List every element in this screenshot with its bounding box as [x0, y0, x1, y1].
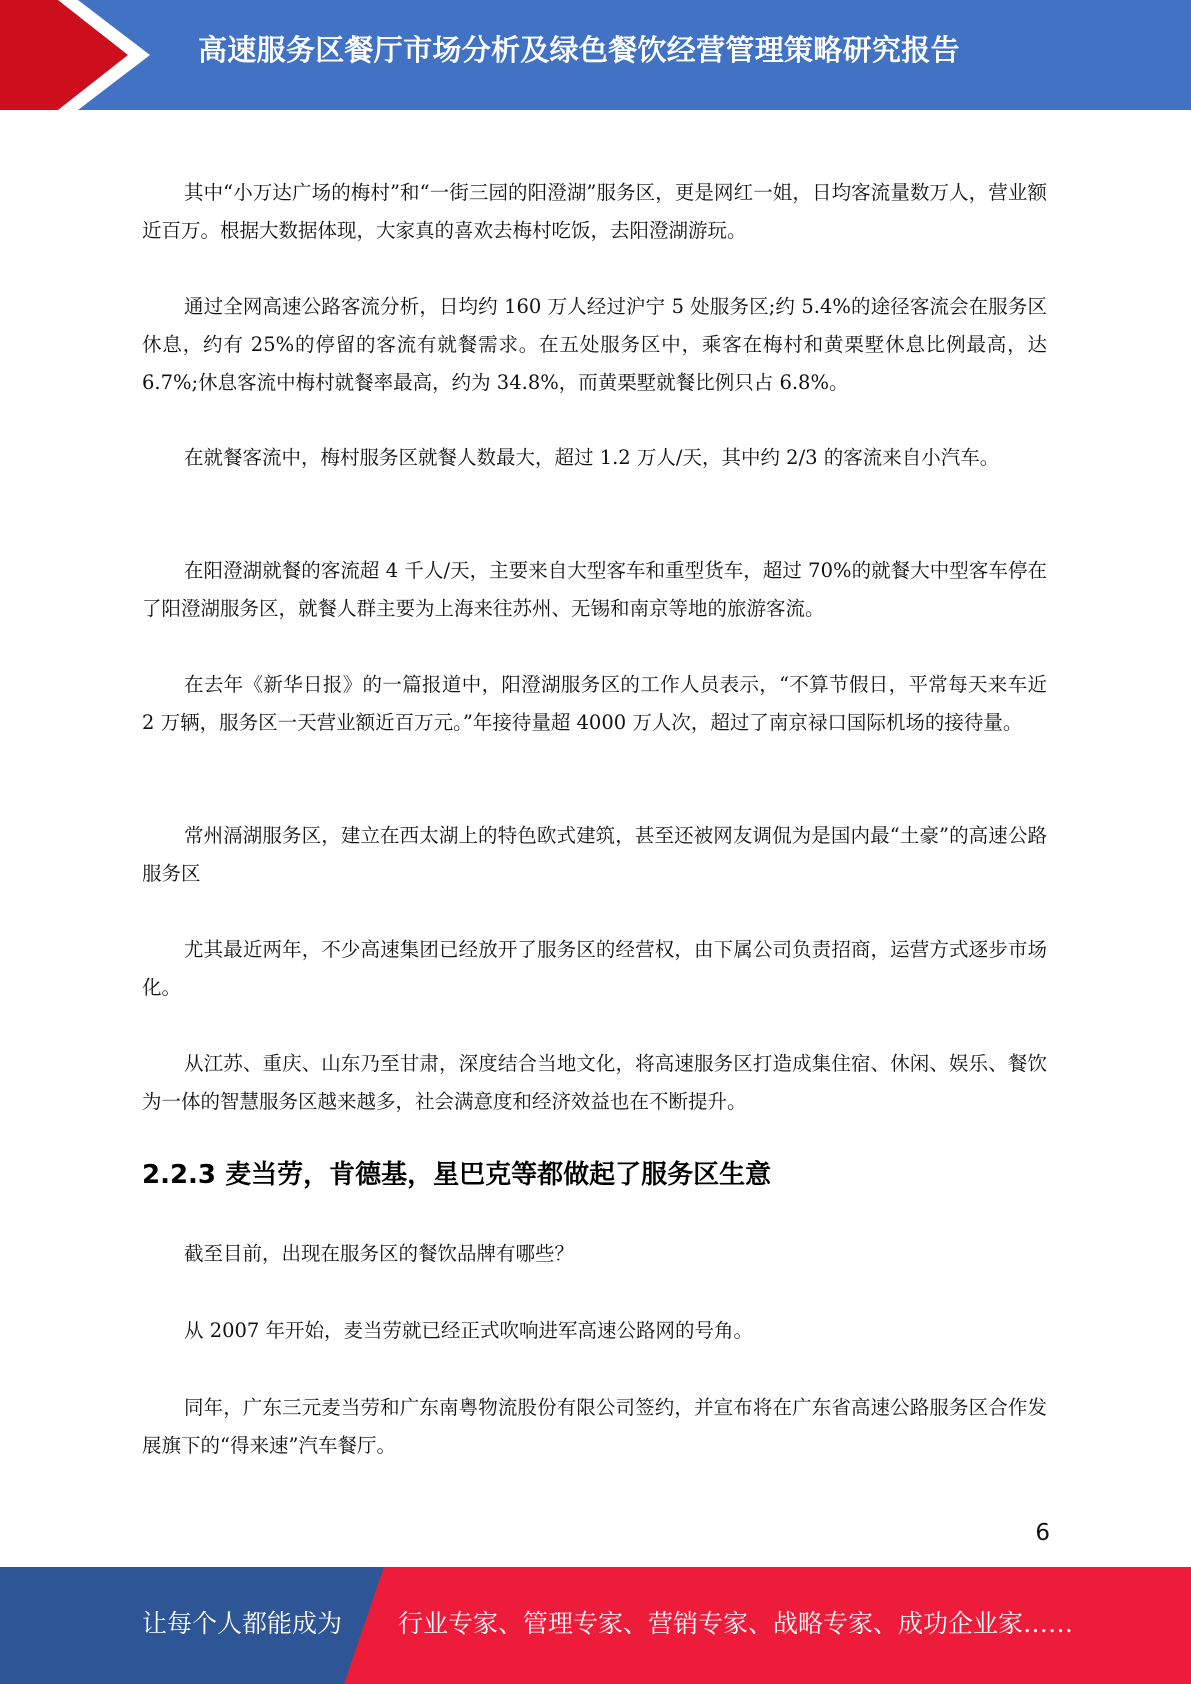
section-heading: 2.2.3 麦当劳，肯德基，星巴克等都做起了服务区生意	[142, 1160, 772, 1190]
page-footer	[0, 1567, 1191, 1684]
paragraph: 同年，广东三元麦当劳和广东南粤物流股份有限公司签约，并宣布将在广东省高速公路服务区合作发展旗下的“得来速”汽车餐厅。	[142, 1396, 1047, 1457]
paragraph: 截至目前，出现在服务区的餐饮品牌有哪些？	[184, 1242, 575, 1265]
footer-slogan-left: 让每个人都能成为	[142, 1609, 343, 1638]
document-title: 高速服务区餐厅市场分析及绿色餐饮经营管理策略研究报告	[198, 33, 960, 67]
paragraph: 通过全网高速公路客流分析，日均约 160 万人经过沪宁 5 处服务区;约 5.4%的途径客流会在服务区休息，约有 25%的停留的客流有就餐需求。在五处服务区中，乘客在梅村和黄栗墅休息比例最高，达 6.7%;休息客流中梅村就餐率最高，约为 34.8%，而黄栗墅就餐比例只占 6.8%。	[142, 295, 1047, 394]
paragraph: 常州滆湖服务区，建立在西太湖上的特色欧式建筑，甚至还被网友调侃为是国内最“土豪”的高速公路服务区	[142, 824, 1047, 885]
paragraph: 从江苏、重庆、山东乃至甘肃，深度结合当地文化，将高速服务区打造成集住宿、休闲、娱乐、餐饮为一体的智慧服务区越来越多，社会满意度和经济效益也在不断提升。	[142, 1052, 1047, 1113]
paragraph: 在去年《新华日报》的一篇报道中，阳澄湖服务区的工作人员表示，“不算节假日，平常每天来车近 2 万辆，服务区一天营业额近百万元。”年接待量超 4000 万人次，超过了南京禄口国际机场的接待量。	[142, 673, 1047, 734]
paragraph: 从 2007 年开始，麦当劳就已经正式吹响进军高速公路网的号角。	[184, 1319, 754, 1342]
paragraph: 在阳澄湖就餐的客流超 4 千人/天，主要来自大型客车和重型货车，超过 70%的就餐大中型客车停在了阳澄湖服务区，就餐人群主要为上海来往苏州、无锡和南京等地的旅游客流。	[142, 559, 1047, 620]
page-number: 6	[1035, 1520, 1050, 1546]
page-header	[0, 0, 1191, 110]
paragraph: 在就餐客流中，梅村服务区就餐人数最大，超过 1.2 万人/天，其中约 2/3 的客流来自小汽车。	[184, 446, 1000, 469]
paragraph: 其中“小万达广场的梅村”和“一街三园的阳澄湖”服务区，更是网红一姐，日均客流量数万人，营业额近百万。根据大数据体现，大家真的喜欢去梅村吃饭，去阳澄湖游玩。	[142, 181, 1047, 242]
footer-slogan-right: 行业专家、管理专家、营销专家、战略专家、成功企业家……	[398, 1609, 1074, 1638]
paragraph: 尤其最近两年，不少高速集团已经放开了服务区的经营权，由下属公司负责招商，运营方式逐步市场化。	[142, 938, 1047, 999]
